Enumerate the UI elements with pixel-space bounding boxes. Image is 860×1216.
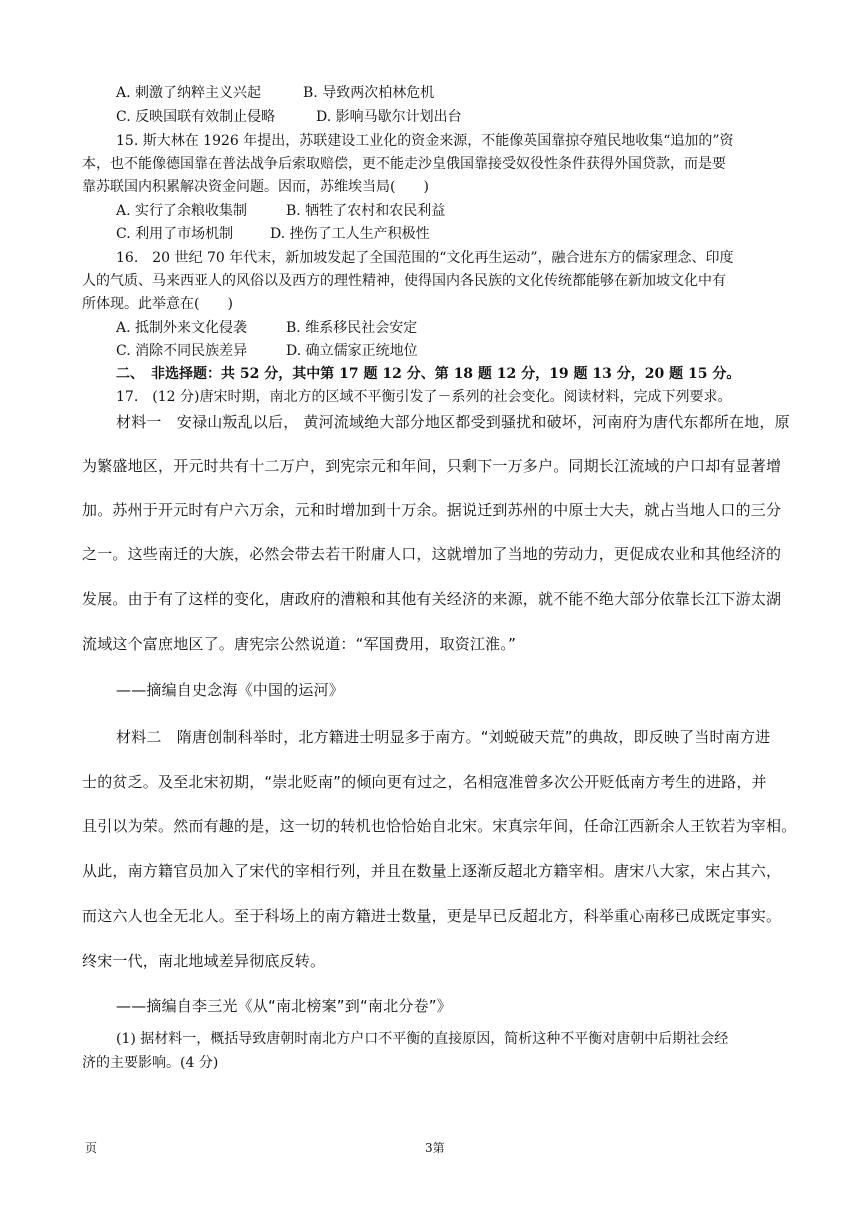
q15-stem-line2: 本，也不能像德国靠在普法战争后索取赔偿，更不能走沙皇俄国靠接受奴役性条件获得外国贷款，而是要 (82, 156, 726, 172)
material2-source: ——摘编自李三光《从“南北榜案”到“南北分卷”》 (116, 997, 452, 1015)
material2-line5: 而这六人也全无北人。至于科场上的南方籍进士数量，更是早已反超北方，科举重心南移已成既定事实。 (82, 907, 782, 925)
q16-option-a: A. 抵制外来文化侵袭 (116, 320, 248, 336)
q16-stem-line1: 16. 20 世纪 70 年代末，新加坡发起了全国范围的“文化再生运动”，融合进东方的儒家理念、印度 (116, 250, 734, 266)
q15-stem-line3: 靠苏联国内积累解决资金问题。因而，苏维埃当局( ) (82, 179, 429, 195)
material1-line3: 加。苏州于开元时有户六万余，元和时增加到十万余。据说迁到苏州的中原士大夫，就占当地人口的三分 (82, 501, 782, 519)
material1-line5: 发展。由于有了这样的变化，唐政府的漕粮和其他有关经济的来源，就不能不绝大部分依靠长江下游太湖 (82, 590, 782, 608)
section-heading: 二、 非选择题：共 52 分，其中第 17 题 12 分、第 18 题 12 分，19 题 13 分，20 题 15 分。 (116, 366, 741, 382)
material2-line6: 终宋一代，南北地域差异彻底反转。 (82, 952, 326, 970)
q17-intro: 17. (12 分)唐宋时期，南北方的区域不平衡引发了－系列的社会变化。阅读材料，完成下列要求。 (116, 389, 732, 405)
q14-option-d: D. 影响马歇尔计划出台 (316, 109, 462, 125)
footer-page-number: 3第 (425, 1141, 445, 1155)
q16-option-b: B. 维系移民社会安定 (286, 320, 418, 336)
material2-line3: 且引以为荣。然而有趣的是，这一切的转机也恰恰始自北宋。宋真宗年间，任命江西新余人王钦若为宰相。 (82, 817, 797, 835)
material1-line4: 之一。这些南迁的大族，必然会带去若干附庸人口，这就增加了当地的劳动力，更促成农业和其他经济的 (82, 545, 782, 563)
q14-option-b: B. 导致两次柏林危机 (303, 85, 435, 101)
material1-line1: 材料一 安禄山叛乱以后， 黄河流域绝大部分地区都受到骚扰和破坏，河南府为唐代东都所在地，原 (116, 413, 790, 431)
q15-option-c: C. 利用了市场机制 (116, 226, 234, 242)
q16-option-c: C. 消除不同民族差异 (116, 343, 248, 359)
q15-option-b: B. 牺牲了农村和农民利益 (286, 203, 446, 219)
q15-stem-line1: 15. 斯大林在 1926 年提出，苏联建设工业化的资金来源，不能像英国靠掠夺殖民地收集“追加的”资 (116, 133, 734, 149)
q15-option-a: A. 实行了余粮收集制 (116, 203, 248, 219)
material2-line2: 士的贫乏。及至北宋初期，“崇北贬南”的倾向更有过之，名相寇准曾多次公开贬低南方考生的进路，并 (82, 773, 767, 791)
q17-part1-line2: 济的主要影响。(4 分) (82, 1055, 219, 1071)
q14-option-c: C. 反映国联有效制止侵略 (116, 109, 276, 125)
q17-part1-line1: (1) 据材料一，概括导致唐朝时南北方户口不平衡的直接原因，简析这种不平衡对唐朝中后期社会经 (116, 1031, 729, 1047)
q16-stem-line2: 人的气质、马来西亚人的风俗以及西方的理性精神，使得国内各民族的文化传统都能够在新加坡文化中有 (82, 273, 726, 289)
material2-line1: 材料二 隋唐创制科举时，北方籍进士明显多于南方。“刘蜕破天荒”的典故，即反映了当时南方进 (116, 728, 771, 746)
material2-line4: 从此，南方籍官员加入了宋代的宰相行列，并且在数量上逐渐反超北方籍宰相。唐宋八大家，宋占其六， (82, 862, 782, 880)
material1-source: ——摘编自史念海《中国的运河》 (116, 681, 345, 699)
material1-line6: 流域这个富庶地区了。唐宪宗公然说道：“军国费用，取资江淮。” (82, 635, 517, 653)
material1-line2: 为繁盛地区，开元时共有十二万户，到宪宗元和年间，只剩下一万多户。同期长江流域的户口却有显著增 (82, 457, 782, 475)
q16-option-d: D. 确立儒家正统地位 (286, 343, 418, 359)
q16-stem-line3: 所体现。此举意在( ) (82, 296, 233, 312)
q15-option-d: D. 挫伤了工人生产积极性 (270, 226, 430, 242)
footer-page-left: 页 (85, 1141, 98, 1155)
q14-option-a: A. 刺激了纳粹主义兴起 (116, 85, 262, 101)
